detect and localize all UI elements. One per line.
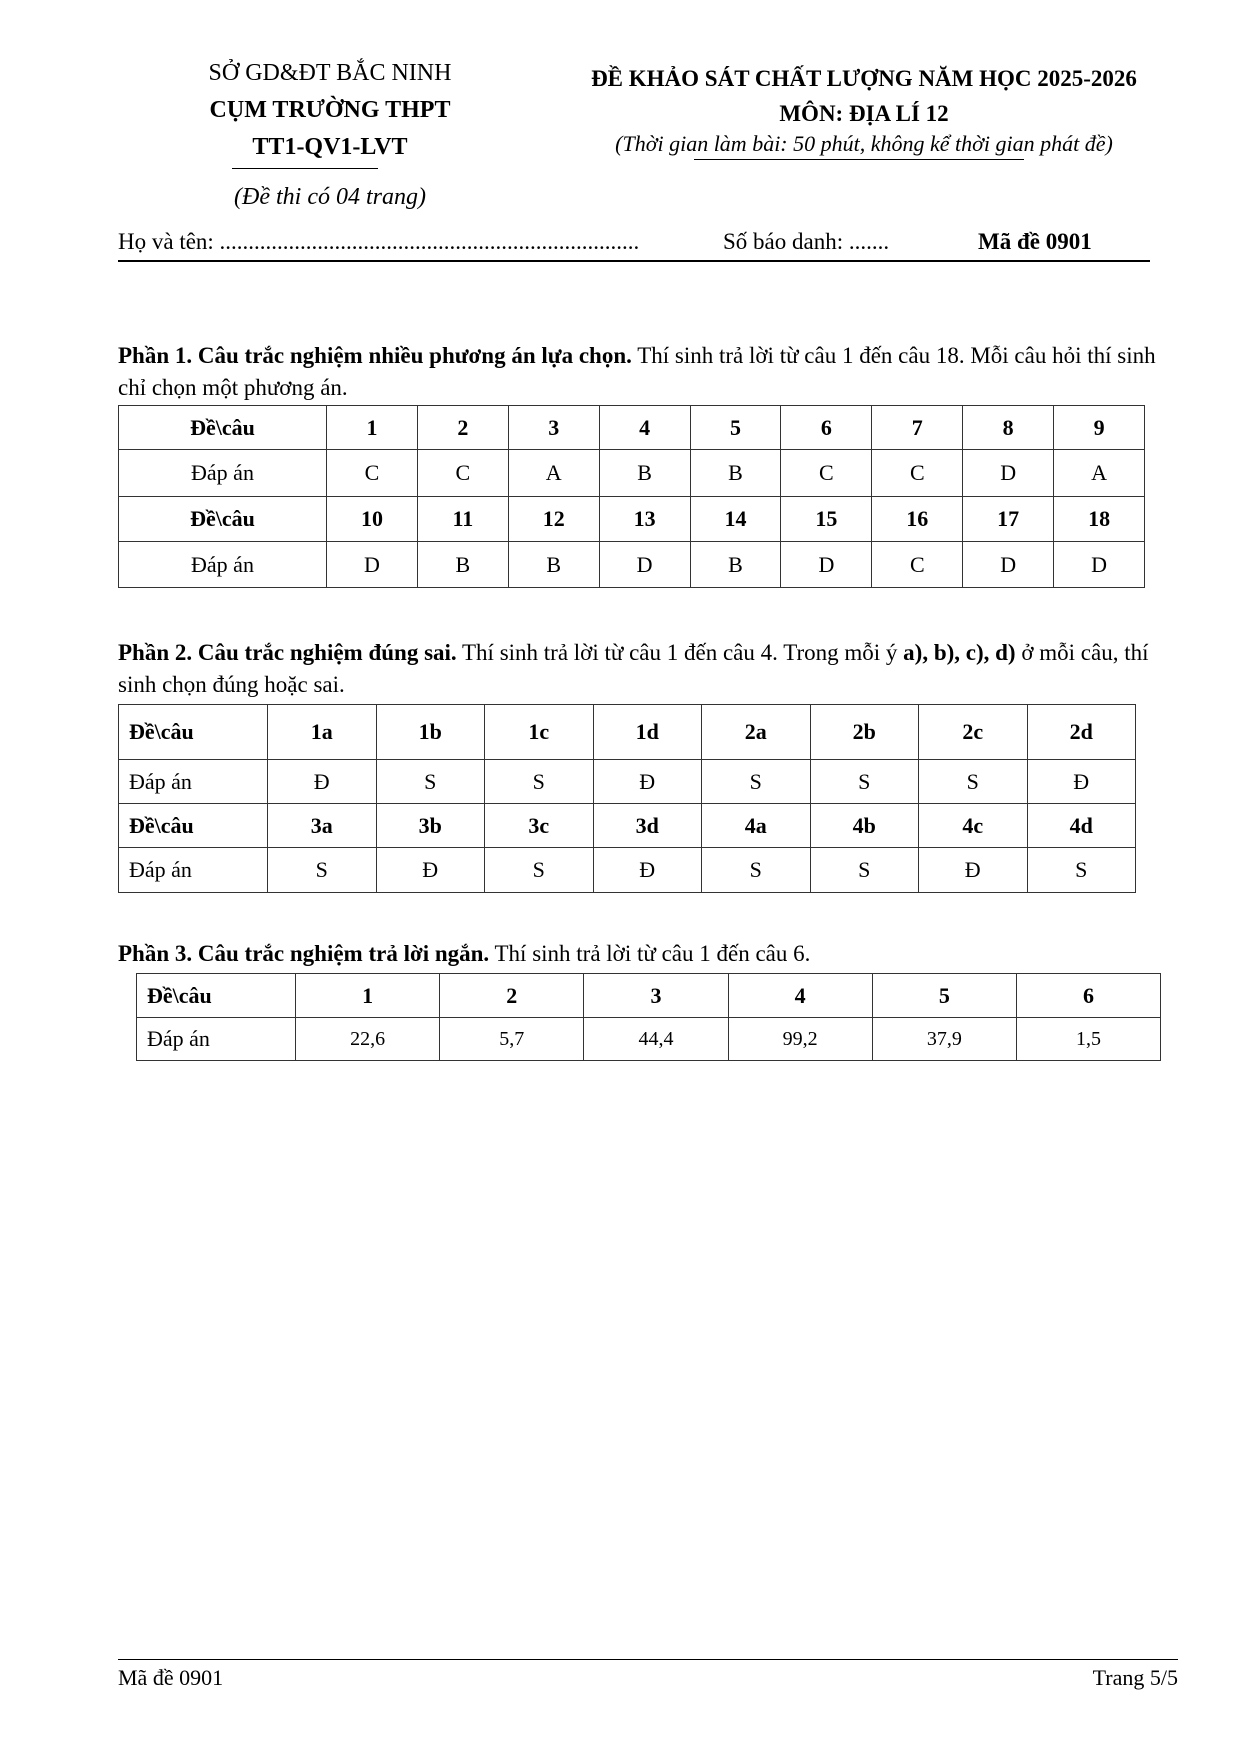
answer-cell: Đ xyxy=(593,760,702,804)
row-answer-label: Đáp án xyxy=(119,542,327,588)
question-cell: 3c xyxy=(485,804,594,848)
row-answer-label: Đáp án xyxy=(137,1018,296,1061)
answer-cell: D xyxy=(327,542,418,588)
answer-cell: C xyxy=(872,542,963,588)
question-cell: 2c xyxy=(919,705,1028,760)
question-cell: 14 xyxy=(690,497,781,542)
answer-cell: C xyxy=(872,450,963,497)
question-cell: 6 xyxy=(781,406,872,450)
answer-cell: D xyxy=(1054,542,1145,588)
answer-cell: Đ xyxy=(593,848,702,893)
row-header-label: Đề\câu xyxy=(119,497,327,542)
student-info-row xyxy=(118,229,1150,259)
question-cell: 17 xyxy=(963,497,1054,542)
question-cell: 18 xyxy=(1054,497,1145,542)
question-cell: 1b xyxy=(376,705,485,760)
question-cell: 5 xyxy=(690,406,781,450)
table-row xyxy=(119,848,1136,893)
header-underline-right xyxy=(694,159,1024,160)
table-row xyxy=(119,406,1145,450)
answer-cell: S xyxy=(1027,848,1136,893)
part1-instructions xyxy=(118,340,1173,404)
answer-cell: B xyxy=(508,542,599,588)
question-cell: 6 xyxy=(1016,974,1160,1018)
subject-title: MÔN: ĐỊA LÍ 12 xyxy=(779,101,949,126)
part2-title: Phần 2. Câu trắc nghiệm đúng sai. xyxy=(118,640,457,665)
question-cell: 3 xyxy=(508,406,599,450)
table-row xyxy=(119,542,1145,588)
answer-cell: Đ xyxy=(919,848,1028,893)
exam-code: Mã đề 0901 xyxy=(978,229,1092,254)
part1-title: Phần 1. Câu trắc nghiệm nhiều phương án lựa chọn. xyxy=(118,343,632,368)
question-cell: 2a xyxy=(702,705,811,760)
question-cell: 4d xyxy=(1027,804,1136,848)
answer-cell: D xyxy=(963,542,1054,588)
question-cell: 3d xyxy=(593,804,702,848)
row-header-label: Đề\câu xyxy=(119,705,268,760)
answer-cell: A xyxy=(508,450,599,497)
footer-rule xyxy=(118,1659,1178,1660)
answer-cell: C xyxy=(781,450,872,497)
answer-cell: C xyxy=(327,450,418,497)
question-cell: 15 xyxy=(781,497,872,542)
answer-cell: S xyxy=(702,760,811,804)
footer-page-number: Trang 5/5 xyxy=(1092,1665,1178,1690)
question-cell: 5 xyxy=(872,974,1016,1018)
question-cell: 12 xyxy=(508,497,599,542)
question-cell: 4a xyxy=(702,804,811,848)
row-header-label: Đề\câu xyxy=(119,406,327,450)
question-cell: 1c xyxy=(485,705,594,760)
answer-cell: A xyxy=(1054,450,1145,497)
school-names: TT1-QV1-LVT xyxy=(252,134,408,160)
answer-cell: S xyxy=(919,760,1028,804)
question-cell: 8 xyxy=(963,406,1054,450)
row-answer-label: Đáp án xyxy=(119,848,268,893)
question-cell: 2b xyxy=(810,705,919,760)
answer-cell: B xyxy=(417,542,508,588)
answer-cell: B xyxy=(690,450,781,497)
part2-desc-b: ở mỗi câu, thí sinh chọn đúng hoặc sai. xyxy=(118,640,1149,697)
header-underline-left xyxy=(232,168,378,169)
question-cell: 4c xyxy=(919,804,1028,848)
row-answer-label: Đáp án xyxy=(119,760,268,804)
duration-note: (Thời gian làm bài: 50 phút, không kể thời gian phát đề) xyxy=(615,131,1113,156)
answer-cell: S xyxy=(702,848,811,893)
question-cell: 2d xyxy=(1027,705,1136,760)
exam-title: ĐỀ KHẢO SÁT CHẤT LƯỢNG NĂM HỌC 2025-2026 xyxy=(591,66,1137,91)
answer-cell: S xyxy=(376,760,485,804)
answer-cell: Đ xyxy=(268,760,377,804)
table-row xyxy=(119,804,1136,848)
question-cell: 9 xyxy=(1054,406,1145,450)
part2-answer-table xyxy=(118,704,1136,893)
question-cell: 4 xyxy=(728,974,872,1018)
question-cell: 1 xyxy=(296,974,440,1018)
answer-cell: B xyxy=(690,542,781,588)
department-name: SỞ GD&ĐT BẮC NINH xyxy=(208,60,452,86)
question-cell: 7 xyxy=(872,406,963,450)
table-row xyxy=(119,705,1136,760)
question-cell: 10 xyxy=(327,497,418,542)
part2-desc-bold: a), b), c), d) xyxy=(903,640,1016,665)
question-cell: 3b xyxy=(376,804,485,848)
question-cell: 2 xyxy=(440,974,584,1018)
question-cell: 4b xyxy=(810,804,919,848)
question-cell: 3 xyxy=(584,974,728,1018)
answer-cell: S xyxy=(268,848,377,893)
footer-exam-code: Mã đề 0901 xyxy=(118,1665,224,1690)
table-row xyxy=(137,1018,1161,1061)
table-row xyxy=(119,497,1145,542)
cluster-name: CỤM TRƯỜNG THPT xyxy=(209,97,451,123)
question-cell: 16 xyxy=(872,497,963,542)
question-cell: 3a xyxy=(268,804,377,848)
answer-cell: 5,7 xyxy=(440,1018,584,1061)
part2-desc-a: Thí sinh trả lời từ câu 1 đến câu 4. Trong mỗi ý xyxy=(456,640,904,665)
part1-desc: Thí sinh trả lời từ câu 1 đến câu 18. Mỗi câu hỏi thí sinh chỉ chọn một phương án. xyxy=(118,343,1156,400)
row-answer-label: Đáp án xyxy=(119,450,327,497)
part2-instructions xyxy=(118,637,1173,701)
part3-answer-table xyxy=(136,973,1161,1061)
answer-cell: S xyxy=(485,848,594,893)
answer-cell: S xyxy=(810,848,919,893)
answer-cell: Đ xyxy=(376,848,485,893)
answer-cell: S xyxy=(485,760,594,804)
part1-answer-table xyxy=(118,405,1145,588)
answer-cell: 37,9 xyxy=(872,1018,1016,1061)
question-cell: 2 xyxy=(417,406,508,450)
row-header-label: Đề\câu xyxy=(137,974,296,1018)
page-count-note: (Đề thi có 04 trang) xyxy=(234,184,426,210)
student-name-field: Họ và tên: ......................................................................... xyxy=(118,229,640,254)
question-cell: 13 xyxy=(599,497,690,542)
answer-cell: 1,5 xyxy=(1016,1018,1160,1061)
student-row-underline xyxy=(118,260,1150,262)
question-cell: 11 xyxy=(417,497,508,542)
table-row xyxy=(119,450,1145,497)
row-header-label: Đề\câu xyxy=(119,804,268,848)
answer-cell: C xyxy=(417,450,508,497)
table-row xyxy=(137,974,1161,1018)
part3-instructions xyxy=(118,938,1173,970)
answer-cell: D xyxy=(781,542,872,588)
answer-cell: 22,6 xyxy=(296,1018,440,1061)
question-cell: 1 xyxy=(327,406,418,450)
answer-cell: D xyxy=(599,542,690,588)
question-cell: 4 xyxy=(599,406,690,450)
part3-title: Phần 3. Câu trắc nghiệm trả lời ngắn. xyxy=(118,941,490,966)
answer-cell: 44,4 xyxy=(584,1018,728,1061)
question-cell: 1d xyxy=(593,705,702,760)
answer-cell: Đ xyxy=(1027,760,1136,804)
part3-desc: Thí sinh trả lời từ câu 1 đến câu 6. xyxy=(489,941,811,966)
answer-cell: B xyxy=(599,450,690,497)
student-id-field: Số báo danh: ....... xyxy=(723,229,890,254)
question-cell: 1a xyxy=(268,705,377,760)
answer-cell: S xyxy=(810,760,919,804)
table-row xyxy=(119,760,1136,804)
answer-cell: D xyxy=(963,450,1054,497)
answer-cell: 99,2 xyxy=(728,1018,872,1061)
